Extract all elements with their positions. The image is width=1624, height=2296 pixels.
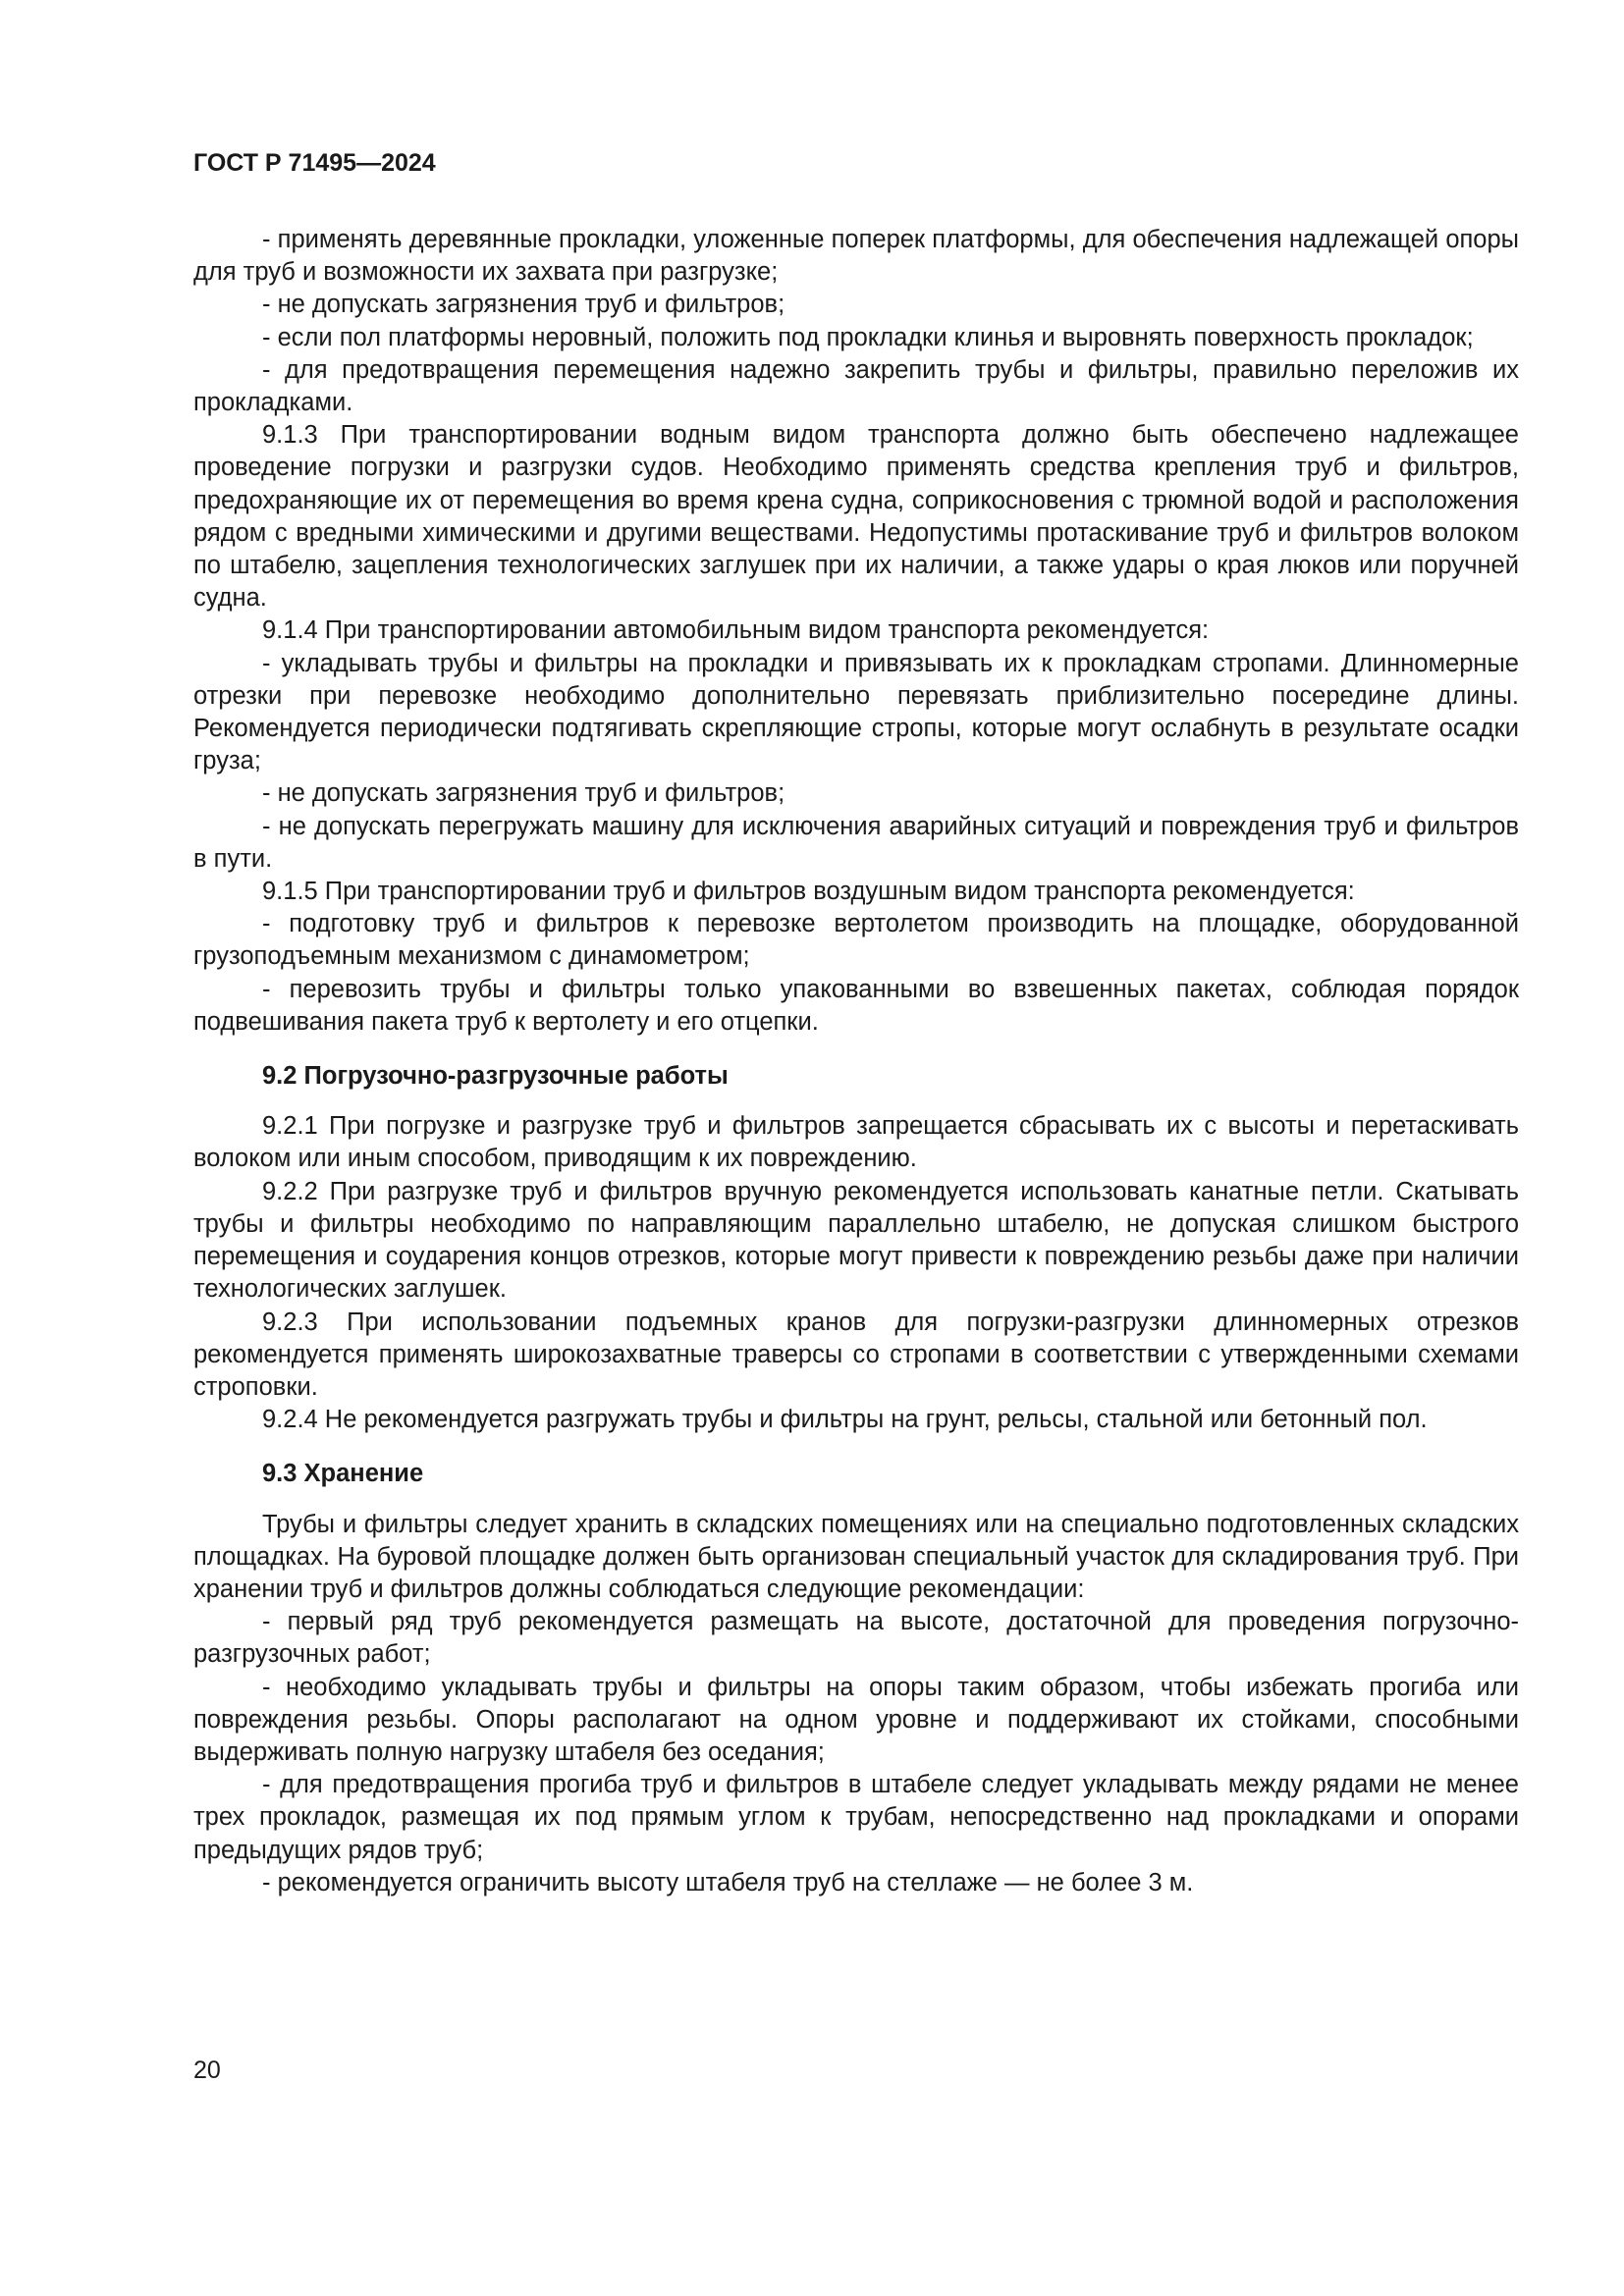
paragraph: 9.1.5 При транспортировании труб и фильтров воздушным видом транспорта рекомендуется: <box>262 878 1355 906</box>
paragraph: - рекомендуется ограничить высоту штабеля труб на стеллаже — не более 3 м. <box>262 1868 1194 1896</box>
section-heading: 9.2 Погрузочно-разгрузочные работы <box>262 1062 729 1091</box>
paragraph: - первый ряд труб рекомендуется размещать на высоте, достаточной для проведения погрузочно-разгрузочных работ; <box>193 1608 1519 1669</box>
paragraph: - для предотвращения перемещения надежно закрепить трубы и фильтры, правильно переложив их прокладками. <box>193 355 1519 417</box>
paragraph: 9.2.1 При погрузке и разгрузке труб и фильтров запрещается сбрасывать их с высоты и перетаскивать волоком или иным способом, приводящим к их повреждению. <box>193 1112 1519 1173</box>
paragraph: - не допускать загрязнения труб и фильтров; <box>262 779 785 808</box>
section-heading: 9.3 Хранение <box>262 1460 424 1488</box>
document-header: ГОСТ Р 71495—2024 <box>193 149 436 177</box>
paragraph: - не допускать загрязнения труб и фильтров; <box>262 291 785 319</box>
paragraph: 9.2.4 Не рекомендуется разгружать трубы и фильтры на грунт, рельсы, стальной или бетонный пол. <box>262 1406 1428 1434</box>
paragraph: 9.1.4 При транспортировании автомобильным видом транспорта рекомендуется: <box>262 616 1210 645</box>
paragraph: - необходимо укладывать трубы и фильтры на опоры таким образом, чтобы избежать прогиба или повреждения резьбы. Опоры располагают на одном уровне и поддерживают их стойками, способными выдерживать полную нагрузку штабеля без оседания; <box>193 1673 1519 1766</box>
paragraph: - перевозить трубы и фильтры только упакованными во взвешенных пакетах, соблюдая порядок подвешивания пакета труб к вертолету и его отцепки. <box>193 975 1519 1036</box>
paragraph: 9.2.2 При разгрузке труб и фильтров вручную рекомендуется использовать канатные петли. Скатывать трубы и фильтры необходимо по направляющим параллельно штабелю, не допуская слишком быстрого перемещения и соударения концов отрезков, которые могут привести к повреждению резьбы даже при наличии технологических заглушек. <box>193 1177 1519 1304</box>
paragraph: - если пол платформы неровный, положить под прокладки клинья и выровнять поверхность прокладок; <box>262 323 1474 351</box>
paragraph: 9.1.3 При транспортировании водным видом транспорта должно быть обеспечено надлежащее проведение погрузки и разгрузки судов. Необходимо применять средства крепления труб и фильтров, предохраняющие их от перемещения во время крена судна, соприкосновения с трюмной водой и расположения рядом с вредными химическими и другими веществами. Недопустимы протаскивание труб и фильтров волоком по штабелю, зацепления технологических заглушек при их наличии, а также удары о края люков или поручней судна. <box>193 421 1519 613</box>
paragraph: - укладывать трубы и фильтры на прокладки и привязывать их к прокладкам стропами. Длинномерные отрезки при перевозке необходимо дополнительно перевязать приблизительно посередине длины. Рекомендуется периодически подтягивать скрепляющие стропы, которые могут ослабнуть в результате осадки груза; <box>193 649 1519 775</box>
page-number: 20 <box>193 2056 221 2084</box>
paragraph: - не допускать перегружать машину для исключения аварийных ситуаций и повреждения труб и фильтров в пути. <box>193 812 1519 873</box>
document-body <box>193 224 1519 1899</box>
paragraph: 9.2.3 При использовании подъемных кранов для погрузки-разгрузки длинномерных отрезков рекомендуется применять широкозахватные траверсы со стропами в соответствии с утвержденными схемами строповки. <box>193 1308 1519 1401</box>
paragraph: - для предотвращения прогиба труб и фильтров в штабеле следует укладывать между рядами не менее трех прокладок, размещая их под прямым углом к трубам, непосредственно над прокладками и опорами предыдущих рядов труб; <box>193 1771 1519 1864</box>
paragraph: - подготовку труб и фильтров к перевозке вертолетом производить на площадке, оборудованной грузоподъемным механизмом с динамометром; <box>193 910 1519 971</box>
paragraph: - применять деревянные прокладки, уложенные поперек платформы, для обеспечения надлежащей опоры для труб и возможности их захвата при разгрузке; <box>193 226 1519 287</box>
paragraph: Трубы и фильтры следует хранить в складских помещениях или на специально подготовленных складских площадках. На буровой площадке должен быть организован специальный участок для складирования труб. При хранении труб и фильтров должны соблюдаться следующие рекомендации: <box>193 1510 1519 1603</box>
